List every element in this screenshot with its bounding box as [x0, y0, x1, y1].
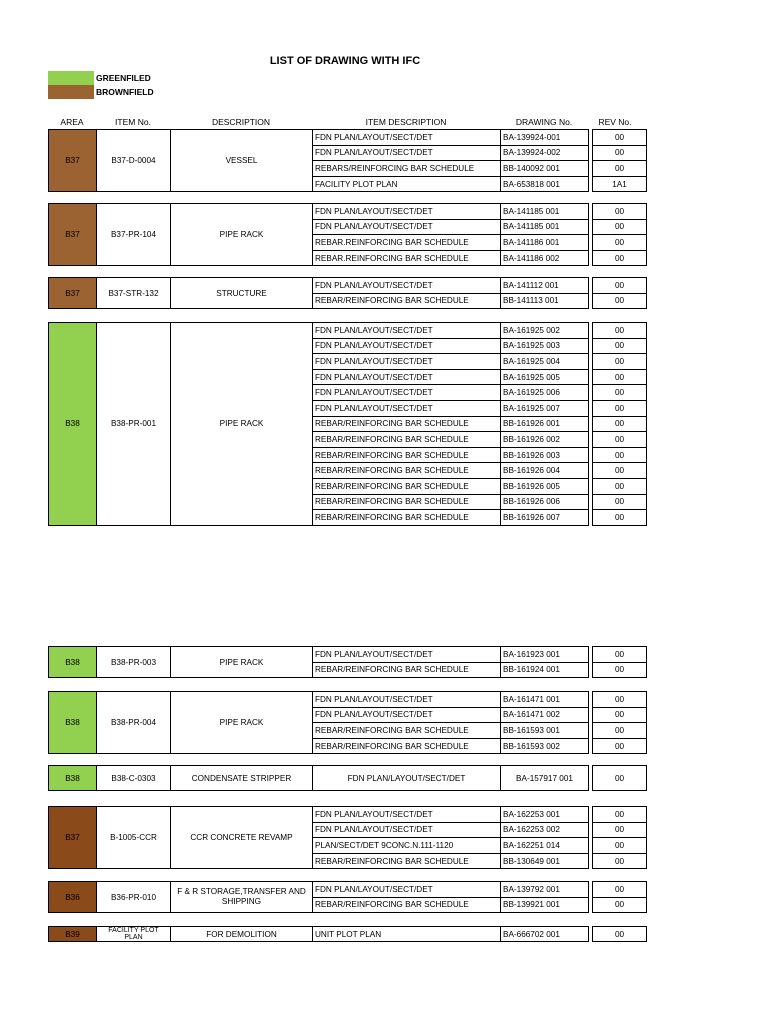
drawing-no-cell: BB-161926 007: [501, 510, 589, 526]
table-row: [49, 927, 647, 942]
drawing-no-cell: BB-161926 004: [501, 463, 589, 479]
area-cell: B37: [49, 807, 97, 869]
item-description-cell: FDN PLAN/LAYOUT/SECT/DET: [313, 354, 501, 370]
drawing-group: [48, 646, 647, 678]
item-description-cell: REBAR/REINFORCING BAR SCHEDULE: [313, 293, 501, 309]
item-description-cell: FDN PLAN/LAYOUT/SECT/DET: [313, 882, 501, 898]
description-cell: FOR DEMOLITION: [171, 927, 313, 942]
rev-no-cell: 00: [593, 494, 647, 510]
item-description-cell: REBAR/REINFORCING BAR SCHEDULE: [313, 723, 501, 739]
drawing-no-cell: BA-161925 005: [501, 369, 589, 385]
drawing-group: [48, 129, 647, 192]
item-no-cell: B37-D-0004: [97, 130, 171, 192]
item-description-cell: REBAR/REINFORCING BAR SCHEDULE: [313, 416, 501, 432]
rev-no-cell: 00: [593, 293, 647, 309]
table-row: [49, 130, 647, 146]
drawing-no-cell: BB-161926 003: [501, 447, 589, 463]
drawing-group: [48, 322, 647, 526]
item-no-cell: B-1005-CCR: [97, 807, 171, 869]
area-cell: B38: [49, 323, 97, 526]
header-rev-no: REV No.: [598, 117, 632, 127]
item-description-cell: REBAR.REINFORCING BAR SCHEDULE: [313, 235, 501, 251]
header-description: DESCRIPTION: [211, 117, 271, 127]
item-description-cell: FDN PLAN/LAYOUT/SECT/DET: [313, 338, 501, 354]
item-no-cell: B37-PR-104: [97, 204, 171, 266]
item-description-cell: REBAR/REINFORCING BAR SCHEDULE: [313, 853, 501, 869]
rev-no-cell: 00: [593, 130, 647, 146]
drawing-no-cell: BB-130649 001: [501, 853, 589, 869]
drawing-no-cell: BA-161471 001: [501, 692, 589, 708]
rev-no-cell: 00: [593, 647, 647, 663]
table-row: [49, 323, 647, 339]
rev-no-cell: 00: [593, 692, 647, 708]
drawing-no-cell: BB-161926 001: [501, 416, 589, 432]
rev-no-cell: 00: [593, 432, 647, 448]
description-cell: CCR CONCRETE REVAMP: [171, 807, 313, 869]
legend-swatch-brownfield: [48, 85, 94, 99]
area-cell: B39: [49, 927, 97, 942]
item-description-cell: FDN PLAN/LAYOUT/SECT/DET: [313, 323, 501, 339]
table-row: [49, 278, 647, 294]
item-description-cell: REBAR/REINFORCING BAR SCHEDULE: [313, 494, 501, 510]
rev-no-cell: 00: [593, 235, 647, 251]
drawing-no-cell: BA-141186 001: [501, 235, 589, 251]
drawing-no-cell: BA-139792 001: [501, 882, 589, 898]
drawing-no-cell: BA-161925 006: [501, 385, 589, 401]
rev-no-cell: 00: [593, 766, 647, 791]
item-no-cell: B38-C-0303: [97, 766, 171, 791]
drawing-no-cell: BA-653818 001: [501, 176, 589, 192]
item-description-cell: REBAR/REINFORCING BAR SCHEDULE: [313, 510, 501, 526]
item-description-cell: FACILITY PLOT PLAN: [313, 176, 501, 192]
table-row: [49, 692, 647, 708]
rev-no-cell: 00: [593, 927, 647, 942]
rev-no-cell: 00: [593, 662, 647, 678]
drawing-no-cell: BA-141185 001: [501, 204, 589, 220]
rev-no-cell: 00: [593, 738, 647, 754]
description-cell: STRUCTURE: [171, 278, 313, 309]
drawing-no-cell: BA-161925 003: [501, 338, 589, 354]
item-description-cell: FDN PLAN/LAYOUT/SECT/DET: [313, 822, 501, 838]
drawing-no-cell: BA-162251 014: [501, 838, 589, 854]
item-description-cell: FDN PLAN/LAYOUT/SECT/DET: [313, 385, 501, 401]
item-description-cell: FDN PLAN/LAYOUT/SECT/DET: [313, 145, 501, 161]
rev-no-cell: 00: [593, 416, 647, 432]
item-description-cell: REBARS/REINFORCING BAR SCHEDULE: [313, 161, 501, 177]
area-cell: B38: [49, 647, 97, 678]
item-description-cell: FDN PLAN/LAYOUT/SECT/DET: [313, 766, 501, 791]
item-description-cell: FDN PLAN/LAYOUT/SECT/DET: [313, 369, 501, 385]
drawing-no-cell: BA-141186 002: [501, 250, 589, 266]
rev-no-cell: 00: [593, 385, 647, 401]
drawing-no-cell: BB-161924 001: [501, 662, 589, 678]
rev-no-cell: 00: [593, 723, 647, 739]
drawing-no-cell: BB-139921 001: [501, 897, 589, 913]
rev-no-cell: 00: [593, 807, 647, 823]
item-description-cell: FDN PLAN/LAYOUT/SECT/DET: [313, 278, 501, 294]
table-row: [49, 882, 647, 898]
rev-no-cell: 00: [593, 882, 647, 898]
table-row: [49, 204, 647, 220]
rev-no-cell: 00: [593, 463, 647, 479]
drawing-no-cell: BB-161926 005: [501, 478, 589, 494]
rev-no-cell: 00: [593, 354, 647, 370]
item-no-cell: B38-PR-004: [97, 692, 171, 754]
drawing-no-cell: BB-161593 001: [501, 723, 589, 739]
description-cell: PIPE RACK: [171, 692, 313, 754]
item-description-cell: FDN PLAN/LAYOUT/SECT/DET: [313, 707, 501, 723]
item-no-cell: B38-PR-003: [97, 647, 171, 678]
drawing-no-cell: BB-161926 002: [501, 432, 589, 448]
item-description-cell: FDN PLAN/LAYOUT/SECT/DET: [313, 692, 501, 708]
item-description-cell: FDN PLAN/LAYOUT/SECT/DET: [313, 204, 501, 220]
area-cell: B37: [49, 204, 97, 266]
drawing-group: [48, 765, 647, 791]
drawing-no-cell: BA-161925 007: [501, 400, 589, 416]
drawing-group: [48, 203, 647, 266]
table-row: [49, 766, 647, 791]
rev-no-cell: 00: [593, 204, 647, 220]
item-description-cell: REBAR/REINFORCING BAR SCHEDULE: [313, 738, 501, 754]
item-description-cell: REBAR.REINFORCING BAR SCHEDULE: [313, 250, 501, 266]
rev-no-cell: 00: [593, 145, 647, 161]
drawing-no-cell: BB-141113 001: [501, 293, 589, 309]
rev-no-cell: 00: [593, 822, 647, 838]
description-cell: F & R STORAGE,TRANSFER AND SHIPPING: [171, 882, 313, 913]
rev-no-cell: 00: [593, 447, 647, 463]
item-no-cell: B36-PR-010: [97, 882, 171, 913]
drawing-no-cell: BA-162253 001: [501, 807, 589, 823]
description-cell: CONDENSATE STRIPPER: [171, 766, 313, 791]
item-description-cell: FDN PLAN/LAYOUT/SECT/DET: [313, 647, 501, 663]
drawing-no-cell: BA-157917 001: [501, 766, 589, 791]
rev-no-cell: 00: [593, 338, 647, 354]
item-description-cell: REBAR/REINFORCING BAR SCHEDULE: [313, 662, 501, 678]
header-item-no: ITEM No.: [115, 117, 151, 127]
rev-no-cell: 00: [593, 510, 647, 526]
area-cell: B38: [49, 766, 97, 791]
description-cell: PIPE RACK: [171, 647, 313, 678]
rev-no-cell: 00: [593, 250, 647, 266]
area-cell: B37: [49, 278, 97, 309]
rev-no-cell: 00: [593, 323, 647, 339]
drawing-no-cell: BA-161923 001: [501, 647, 589, 663]
rev-no-cell: 00: [593, 278, 647, 294]
rev-no-cell: 00: [593, 853, 647, 869]
rev-no-cell: 00: [593, 219, 647, 235]
rev-no-cell: 00: [593, 838, 647, 854]
drawing-no-cell: BB-140092 001: [501, 161, 589, 177]
description-cell: VESSEL: [171, 130, 313, 192]
drawing-no-cell: BA-139924-002: [501, 145, 589, 161]
item-description-cell: FDN PLAN/LAYOUT/SECT/DET: [313, 130, 501, 146]
item-description-cell: FDN PLAN/LAYOUT/SECT/DET: [313, 807, 501, 823]
drawing-no-cell: BA-141112 001: [501, 278, 589, 294]
area-cell: B37: [49, 130, 97, 192]
table-row: [49, 807, 647, 823]
item-description-cell: UNIT PLOT PLAN: [313, 927, 501, 942]
item-no-cell: FACILITY PLOT PLAN: [97, 927, 171, 942]
legend-label-greenfield: GREENFILED: [96, 73, 151, 83]
area-cell: B38: [49, 692, 97, 754]
drawing-no-cell: BB-161593 002: [501, 738, 589, 754]
item-description-cell: REBAR/REINFORCING BAR SCHEDULE: [313, 463, 501, 479]
legend-swatch-greenfield: [48, 71, 94, 85]
area-cell: B36: [49, 882, 97, 913]
rev-no-cell: 00: [593, 897, 647, 913]
item-no-cell: B37-STR-132: [97, 278, 171, 309]
drawing-no-cell: BA-162253 002: [501, 822, 589, 838]
item-description-cell: FDN PLAN/LAYOUT/SECT/DET: [313, 219, 501, 235]
description-cell: PIPE RACK: [171, 323, 313, 526]
page-title: LIST OF DRAWING WITH IFC: [269, 55, 421, 67]
rev-no-cell: 00: [593, 707, 647, 723]
item-description-cell: REBAR/REINFORCING BAR SCHEDULE: [313, 432, 501, 448]
header-item-description: ITEM DESCRIPTION: [365, 117, 447, 127]
drawing-no-cell: BA-161471 002: [501, 707, 589, 723]
rev-no-cell: 00: [593, 478, 647, 494]
item-description-cell: REBAR/REINFORCING BAR SCHEDULE: [313, 897, 501, 913]
rev-no-cell: 00: [593, 400, 647, 416]
table-row: [49, 647, 647, 663]
drawing-no-cell: BA-161925 004: [501, 354, 589, 370]
item-no-cell: B38-PR-001: [97, 323, 171, 526]
item-description-cell: REBAR/REINFORCING BAR SCHEDULE: [313, 447, 501, 463]
rev-no-cell: 1A1: [593, 176, 647, 192]
header-area: AREA: [60, 117, 84, 127]
item-description-cell: REBAR/REINFORCING BAR SCHEDULE: [313, 478, 501, 494]
drawing-no-cell: BA-666702 001: [501, 927, 589, 942]
drawing-group: [48, 691, 647, 754]
drawing-group: [48, 881, 647, 913]
drawing-no-cell: BA-139924-001: [501, 130, 589, 146]
item-description-cell: FDN PLAN/LAYOUT/SECT/DET: [313, 400, 501, 416]
drawing-group: [48, 926, 647, 942]
drawing-no-cell: BA-161925 002: [501, 323, 589, 339]
drawing-group: [48, 277, 647, 309]
drawing-no-cell: BB-161926 006: [501, 494, 589, 510]
drawing-group: [48, 806, 647, 869]
description-cell: PIPE RACK: [171, 204, 313, 266]
header-drawing-no: DRAWING No.: [515, 117, 573, 127]
drawing-no-cell: BA-141185 001: [501, 219, 589, 235]
rev-no-cell: 00: [593, 369, 647, 385]
legend-label-brownfield: BROWNFIELD: [96, 87, 154, 97]
rev-no-cell: 00: [593, 161, 647, 177]
item-description-cell: PLAN/SECT/DET 9CONC.N.111-1120: [313, 838, 501, 854]
